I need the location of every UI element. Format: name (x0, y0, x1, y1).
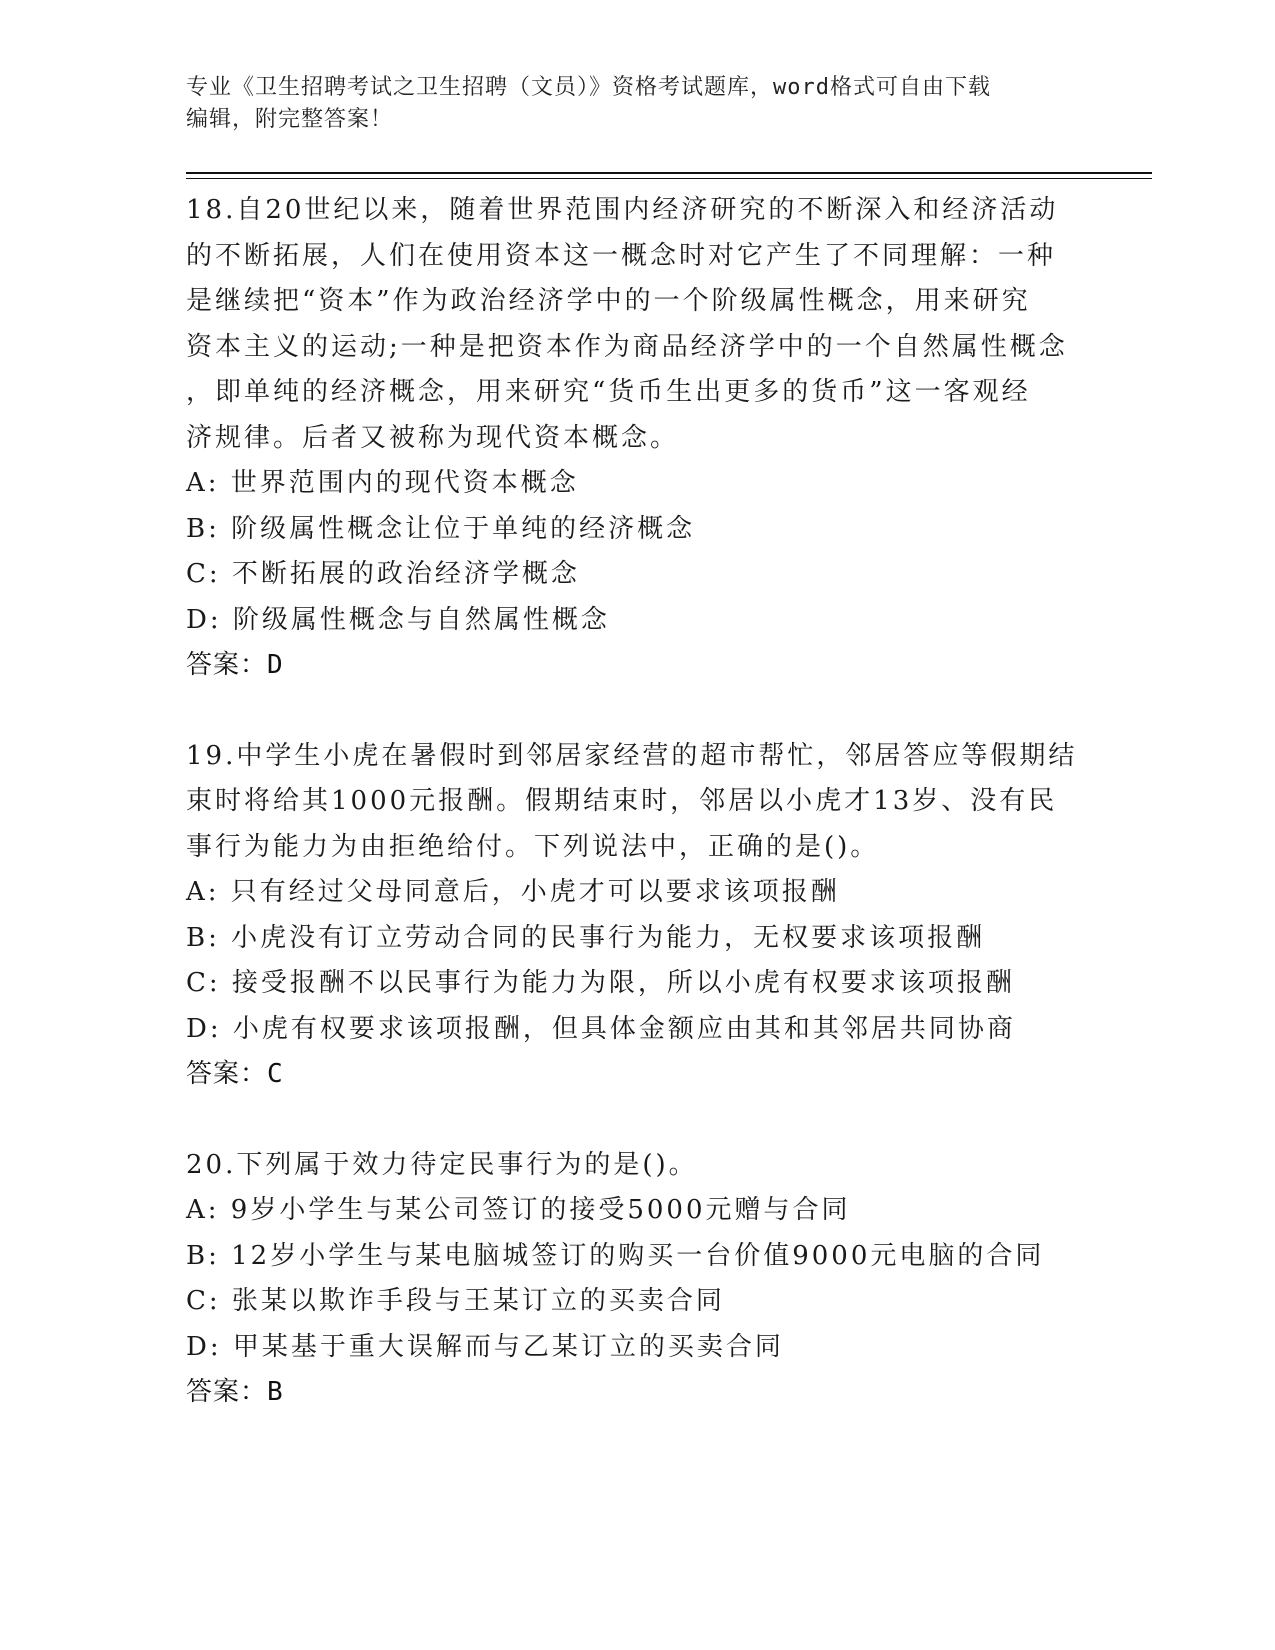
option-a: A: 9岁小学生与某公司签订的接受5000元赠与合同 (186, 1195, 851, 1225)
question-text-line: 是继续把“资本”作为政治经济学中的一个阶级属性概念，用来研究 (186, 286, 1031, 316)
question-20 (186, 1143, 1086, 1416)
option-a: A: 只有经过父母同意后，小虎才可以要求该项报酬 (186, 877, 840, 907)
question-text-line: 束时将给其1000元报酬。假期结束时，邻居以小虎才13岁、没有民 (186, 786, 1058, 816)
question-18 (186, 188, 1086, 689)
question-text-line: 资本主义的运动;一种是把资本作为商品经济学中的一个自然属性概念 (186, 331, 1068, 362)
option-a: A: 世界范围内的现代资本概念 (186, 468, 579, 498)
option-b: B: 小虎没有订立劳动合同的民事行为能力，无权要求该项报酬 (186, 922, 986, 953)
question-text-line: 18.自20世纪以来，随着世界范围内经济研究的不断深入和经济活动 (186, 195, 1059, 225)
option-c: C: 张某以欺诈手段与王某订立的买卖合同 (186, 1286, 725, 1316)
option-c: C: 接受报酬不以民事行为能力为限，所以小虎有权要求该项报酬 (186, 968, 1015, 998)
question-text-line: 19.中学生小虎在暑假时到邻居家经营的超市帮忙，邻居答应等假期结 (186, 740, 1078, 771)
question-text-line: ，即单纯的经济概念，用来研究“货币生出更多的货币”这一客观经 (186, 377, 1031, 407)
header-divider-thin (186, 178, 1152, 179)
option-b: B: 12岁小学生与某电脑城签订的购买一台价值9000元电脑的合同 (186, 1240, 1045, 1271)
header-divider-thick (186, 172, 1152, 174)
answer-label: 答案：C (186, 1059, 284, 1089)
question-text-line: 的不断拓展，人们在使用资本这一概念时对它产生了不同理解：一种 (186, 240, 1057, 271)
option-d: D: 阶级属性概念与自然属性概念 (186, 604, 610, 635)
answer-label: 答案：D (186, 650, 284, 680)
option-b: B: 阶级属性概念让位于单纯的经济概念 (186, 513, 696, 544)
question-19 (186, 734, 1086, 1098)
document-header (186, 72, 1086, 136)
option-d: D: 小虎有权要求该项报酬，但具体金额应由其和其邻居共同协商 (186, 1013, 1016, 1044)
question-list (186, 188, 1086, 1416)
option-d: D: 甲某基于重大误解而与乙某订立的买卖合同 (186, 1331, 784, 1362)
answer-label: 答案：B (186, 1377, 284, 1407)
option-c: C: 不断拓展的政治经济学概念 (186, 559, 580, 589)
question-spacer (186, 1098, 1086, 1143)
question-text-line: 事行为能力为由拒绝给付。下列说法中，正确的是()。 (186, 831, 880, 862)
question-spacer (186, 689, 1086, 734)
header-line-1: 专业《卫生招聘考试之卫生招聘（文员）》资格考试题库，word格式可自由下载 (186, 75, 991, 100)
header-line-2: 编辑，附完整答案！ (186, 107, 394, 132)
question-text-line: 济规律。后者又被称为现代资本概念。 (186, 422, 680, 453)
question-text-line: 20.下列属于效力待定民事行为的是()。 (186, 1149, 698, 1180)
